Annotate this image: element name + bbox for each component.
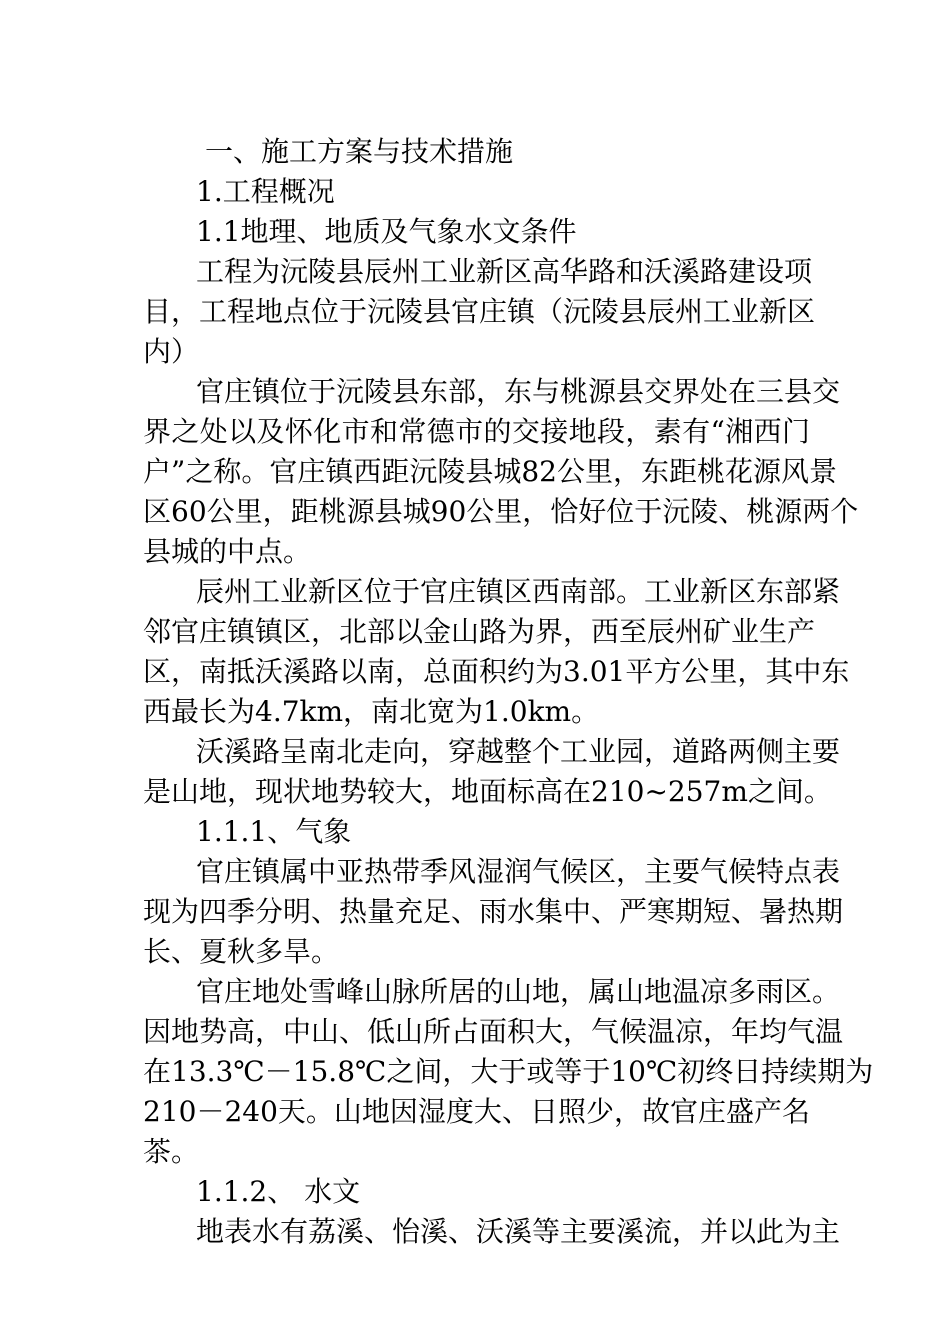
paragraph-line: 县城的中点。: [143, 535, 312, 568]
paragraph-line: 在13.3℃－15.8℃之间，大于或等于10℃初终日持续期为: [143, 1055, 874, 1088]
paragraph-line: 西最长为4.7km，南北宽为1.0km。: [143, 695, 600, 728]
section-heading: 一、施工方案与技术措施: [205, 135, 514, 168]
paragraph-line: 工程为沅陵县辰州工业新区高华路和沃溪路建设项: [196, 255, 813, 288]
paragraph-line: 是山地，现状地势较大，地面标高在210~257m之间。: [143, 775, 832, 808]
paragraph-line: 茶。: [143, 1135, 200, 1168]
subsection-heading: 1.1地理、地质及气象水文条件: [196, 215, 577, 248]
subsection-heading: 1.工程概况: [196, 175, 335, 208]
paragraph-line: 地表水有荔溪、怡溪、沃溪等主要溪流，并以此为主: [196, 1215, 841, 1248]
paragraph-line: 辰州工业新区位于官庄镇区西南部。工业新区东部紧: [196, 575, 841, 608]
paragraph-line: 官庄地处雪峰山脉所居的山地，属山地温凉多雨区。: [196, 975, 841, 1008]
paragraph-line: 长、夏秋多旱。: [143, 935, 340, 968]
paragraph-line: 因地势高，中山、低山所占面积大，气候温凉，年均气温: [143, 1015, 844, 1048]
subsection-heading: 1.1.1、气象: [196, 815, 352, 848]
subsection-heading: 1.1.2、 水文: [196, 1175, 361, 1208]
paragraph-line: 官庄镇属中亚热带季风湿润气候区，主要气候特点表: [196, 855, 841, 888]
paragraph-line: 官庄镇位于沅陵县东部，东与桃源县交界处在三县交: [196, 375, 841, 408]
paragraph-line: 界之处以及怀化市和常德市的交接地段，素有“湘西门: [143, 415, 810, 448]
paragraph-line: 户”之称。官庄镇西距沅陵县城82公里，东距桃花源风景: [143, 455, 837, 488]
paragraph-line: 区，南抵沃溪路以南，总面积约为3.01平方公里，其中东: [143, 655, 850, 688]
paragraph-line: 现为四季分明、热量充足、雨水集中、严寒期短、暑热期: [143, 895, 844, 928]
paragraph-line: 邻官庄镇镇区，北部以金山路为界，西至辰州矿业生产: [143, 615, 816, 648]
paragraph-line: 210－240天。山地因湿度大、日照少，故官庄盛产名: [143, 1095, 810, 1128]
paragraph-line: 内）: [143, 335, 200, 368]
paragraph-line: 区60公里，距桃源县城90公里，恰好位于沅陵、桃源两个: [143, 495, 859, 528]
paragraph-line: 沃溪路呈南北走向，穿越整个工业园，道路两侧主要: [196, 735, 841, 768]
paragraph-line: 目，工程地点位于沅陵县官庄镇（沅陵县辰州工业新区: [143, 295, 816, 328]
